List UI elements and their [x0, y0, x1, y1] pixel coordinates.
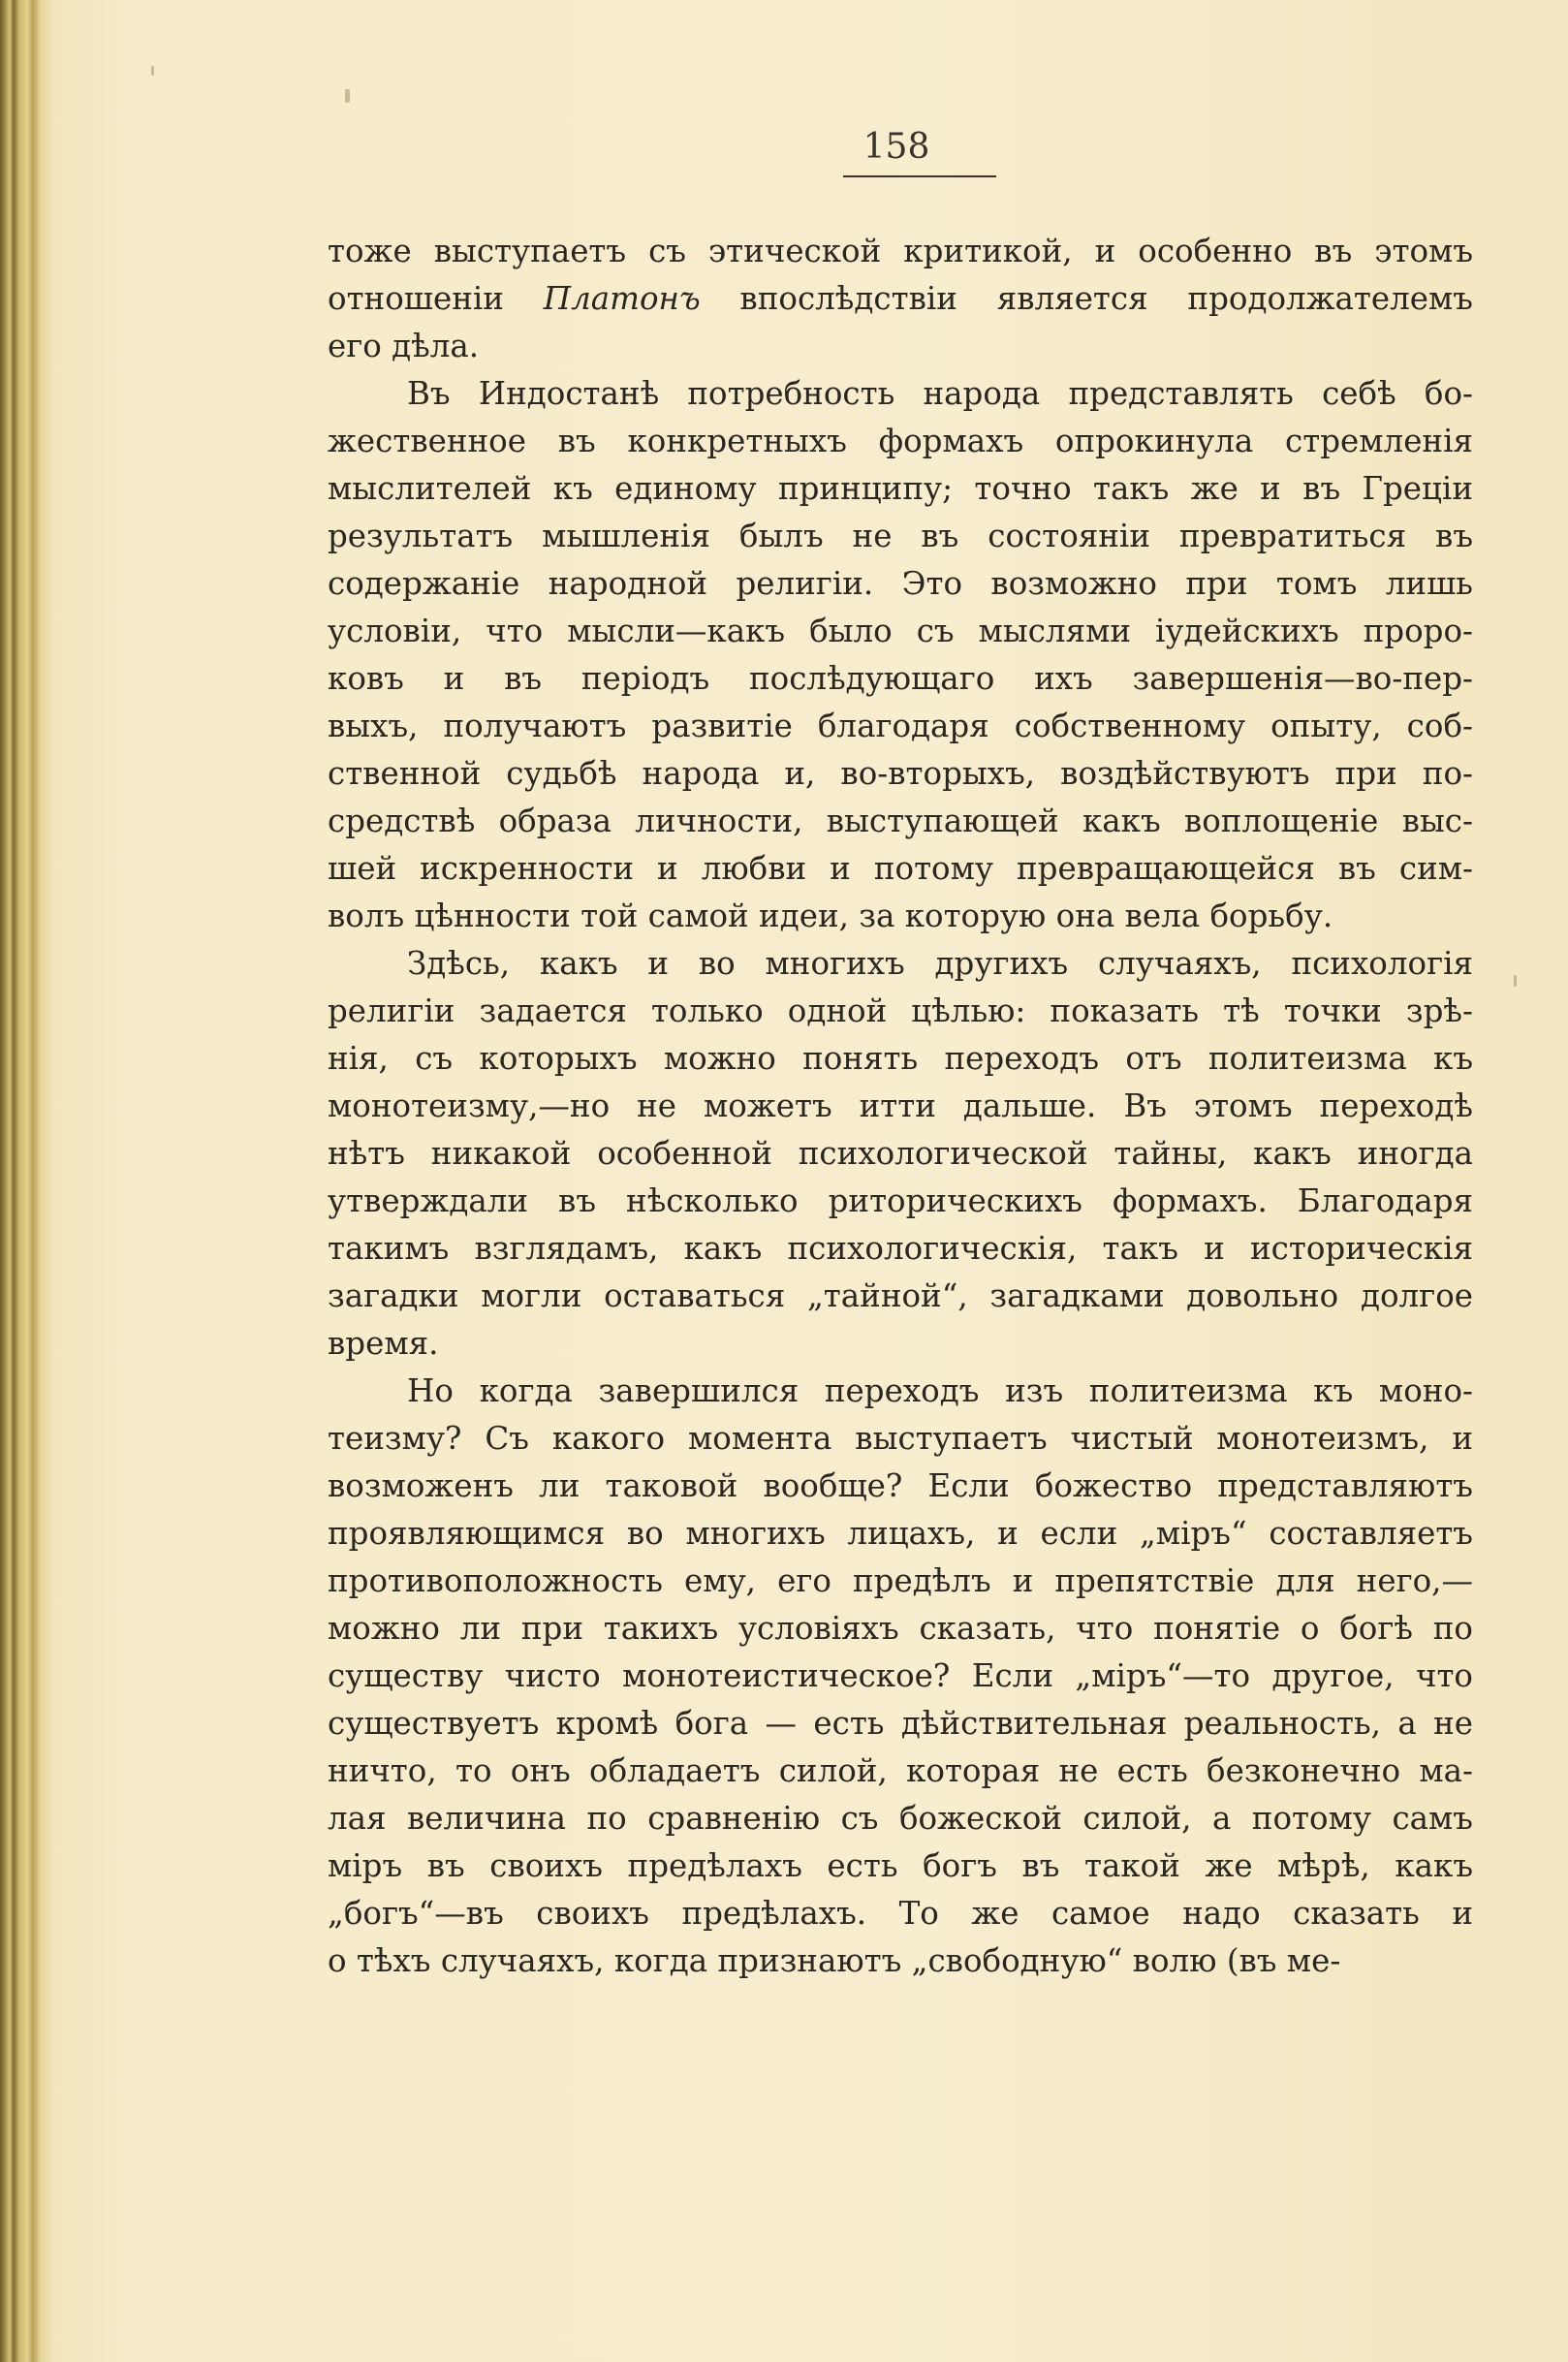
text-line: ковъ и въ періодъ послѣдующаго ихъ завершенія—во-пер- [328, 660, 1473, 697]
paper-speck [345, 89, 350, 103]
paper-speck [1514, 975, 1517, 987]
text-line: содержаніе народной религіи. Это возможно при томъ лишь [328, 565, 1473, 602]
text-line: религіи задается только одной цѣлью: показать тѣ точки зрѣ- [328, 992, 1473, 1029]
text-line: утверждали въ нѣсколько риторическихъ формахъ. Благодаря [328, 1182, 1473, 1219]
text-line: мыслителей къ единому принципу; точно такъ же и въ Греціи [328, 470, 1473, 507]
text-line [328, 275, 1473, 323]
text-line: время. [328, 1325, 439, 1362]
text-line: лая величина по сравненію съ божеской силой, а потому самъ [328, 1800, 1473, 1837]
text-segment: впослѣдствіи является продолжателемъ [700, 280, 1473, 317]
text-line: нія, съ которыхъ можно понять переходъ отъ политеизма къ [328, 1040, 1473, 1077]
text-line: средствѣ образа личности, выступающей какъ воплощеніе выс- [328, 803, 1473, 839]
text-line: Въ Индостанѣ потребность народа представлять себѣ бо- [407, 375, 1473, 412]
paragraph [328, 940, 1473, 1368]
text-line: его дѣла. [328, 328, 480, 364]
paper-speck [151, 66, 154, 76]
text-line: Но когда завершился переходъ изъ политеизма къ моно- [407, 1372, 1473, 1409]
text-line: ничто, то онъ обладаетъ силой, которая не есть безконечно ма- [328, 1752, 1473, 1789]
body-text [328, 228, 1473, 1985]
text-line: можно ли при такихъ условіяхъ сказать, что понятіе о богѣ по [328, 1610, 1473, 1647]
text-line: существуетъ кромѣ бога — есть дѣйствительная реальность, а не [328, 1705, 1473, 1742]
text-line: шей искренности и любви и потому превращающейся въ сим- [328, 850, 1473, 887]
text-line: монотеизму,—но не можетъ итти дальше. Въ этомъ переходѣ [328, 1087, 1473, 1124]
paragraph [328, 228, 1473, 370]
text-line: ственной судьбѣ народа и, во-вторыхъ, воздѣйствуютъ при по- [328, 755, 1473, 792]
text-line: нѣтъ никакой особенной психологической тайны, какъ иногда [328, 1135, 1473, 1172]
text-line: Здѣсь, какъ и во многихъ другихъ случаяхъ, психологія [407, 945, 1473, 982]
page-number: 158 [862, 127, 930, 167]
text-line: проявляющимся во многихъ лицахъ, и если „міръ“ составляетъ [328, 1515, 1473, 1552]
text-line: тоже выступаетъ съ этической критикой, и особенно въ этомъ [328, 233, 1473, 269]
text-line: противоположность ему, его предѣлъ и препятствіе для него,— [328, 1562, 1473, 1599]
page-binding-edge [0, 0, 56, 2362]
text-line: волъ цѣнности той самой идеи, за которую она вела борьбу. [328, 898, 1333, 934]
text-line: загадки могли оставаться „тайной“, загадками довольно долгое [328, 1277, 1473, 1314]
paragraph [328, 370, 1473, 940]
emphasized-name: Платонъ [543, 280, 701, 317]
text-line: возможенъ ли таковой вообще? Если божество представляютъ [328, 1467, 1473, 1504]
text-line: теизму? Съ какого момента выступаетъ чистый монотеизмъ, и [328, 1420, 1473, 1457]
header-rule [843, 175, 996, 177]
text-line: жественное въ конкретныхъ формахъ опрокинула стремленія [328, 423, 1473, 459]
paragraph [328, 1368, 1473, 1985]
text-line: условіи, что мысли—какъ было съ мыслями іудейскихъ проро- [328, 613, 1473, 649]
text-line: существу чисто монотеистическое? Если „міръ“—то другое, что [328, 1657, 1473, 1694]
text-line: міръ въ своихъ предѣлахъ есть богъ въ такой же мѣрѣ, какъ [328, 1847, 1473, 1884]
text-line: о тѣхъ случаяхъ, когда признаютъ „свободную“ волю (въ ме- [328, 1942, 1341, 1979]
text-segment: отношеніи [328, 280, 544, 317]
text-line: такимъ взглядамъ, какъ психологическія, такъ и историческія [328, 1230, 1473, 1267]
text-line: результатъ мышленія былъ не въ состояніи превратиться въ [328, 518, 1473, 554]
text-line: выхъ, получаютъ развитіе благодаря собственному опыту, соб- [328, 708, 1473, 744]
text-line: „богъ“—въ своихъ предѣлахъ. То же самое надо сказать и [328, 1895, 1473, 1932]
